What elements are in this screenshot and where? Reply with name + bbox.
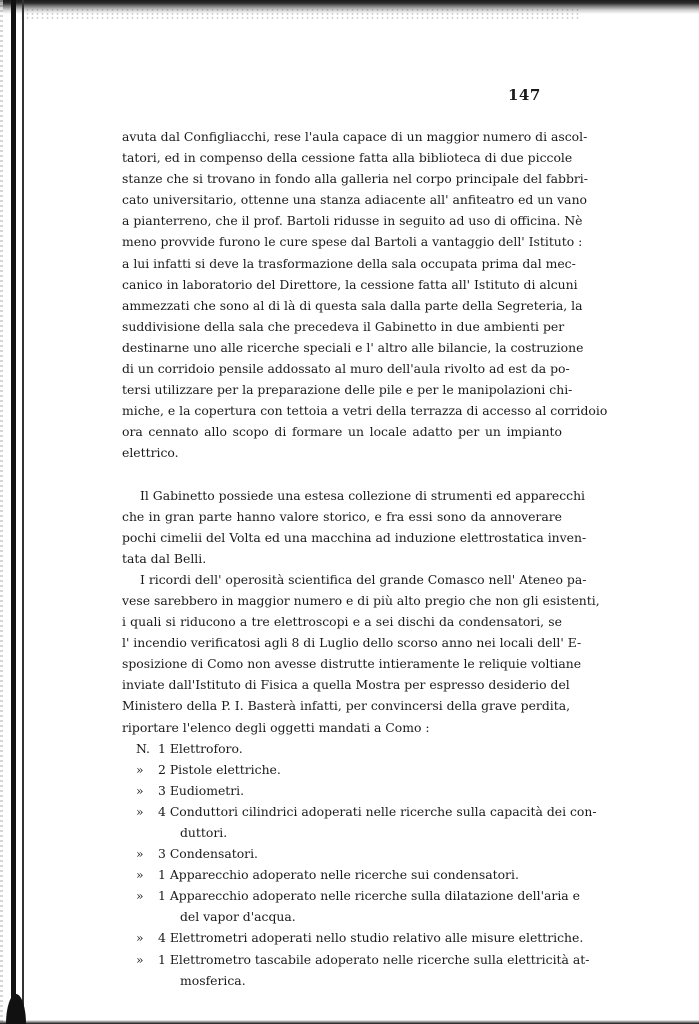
text-line: elettrico.: [122, 445, 179, 461]
list-item: [122, 738, 562, 759]
body-text: [122, 126, 608, 991]
text-line: riportare l'elenco degli oggetti mandati a Como :: [122, 719, 430, 735]
text-line: che in gran parte hanno valore storico, e fra essi sono da annoverare: [122, 508, 562, 524]
list-item-text: 4 Conduttori cilindrici adoperati nelle ricerche sulla capacità dei con-: [158, 803, 597, 819]
text-line: tata dal Belli.: [122, 550, 207, 566]
page-edge: [0, 0, 3, 1024]
binding-line: [11, 0, 16, 1024]
binding-line-thin: [22, 0, 24, 1010]
text-line: tatori, ed in compenso della cessione fatta alla biblioteca di due piccole: [122, 150, 573, 166]
list-marker: »: [136, 930, 144, 946]
list-item-continuation: duttori.: [180, 825, 228, 840]
paragraph: [122, 485, 587, 569]
list-item: [122, 864, 562, 885]
list-item: [122, 801, 597, 822]
text-line: canico in laboratorio del Direttore, la cessione fatta all' Istituto di alcuni: [122, 276, 578, 292]
text-line: destinarne uno alle ricerche speciali e l' altro alle bilancie, la costruzione: [122, 339, 584, 355]
object-list: [122, 738, 597, 991]
text-line: Ministero della P. I. Basterà infatti, per convincersi della grave perdita,: [122, 698, 571, 714]
list-item-text: 1 Apparecchio adoperato nelle ricerche sui condensatori.: [158, 867, 519, 883]
text-line: avuta dal Configliacchi, rese l'aula capace di un maggior numero di ascol-: [122, 129, 588, 144]
text-line: suddivisione della sala che precedeva il Gabinetto in due ambienti per: [122, 318, 565, 334]
list-item-continuation: del vapor d'acqua.: [180, 909, 296, 925]
text-line: Il Gabinetto possiede una estesa collezione di strumenti ed apparecchi: [140, 487, 586, 503]
text-line: I ricordi dell' operosità scientifica del grande Comasco nell' Ateneo pa-: [140, 571, 587, 587]
list-item: [122, 885, 580, 906]
text-line: inviate dall'Istituto di Fisica a quella Mostra per espresso desiderio del: [122, 677, 570, 693]
list-item-text: 1 Elettrometro tascabile adoperato nelle ricerche sulla elettricità at-: [158, 951, 590, 967]
text-line: pochi cimelii del Volta ed una macchina ad induzione elettrostatica inven-: [122, 529, 587, 545]
list-marker: »: [136, 888, 144, 904]
paragraph: [122, 126, 608, 464]
list-marker: »: [136, 761, 144, 777]
text-line: tersi utilizzare per la preparazione delle pile e per le manipolazioni chi-: [122, 382, 573, 398]
text-line: ammezzati che sono al di là di questa sala dalla parte della Segreteria, la: [122, 297, 583, 313]
list-item: [122, 759, 562, 780]
list-item-text: 3 Condensatori.: [158, 846, 258, 862]
list-marker: »: [136, 782, 144, 798]
paragraph: [122, 569, 600, 738]
list-item-text: 1 Apparecchio adoperato nelle ricerche sulla dilatazione dell'aria e: [158, 888, 580, 904]
text-line: vese sarebbero in maggior numero e di più alto pregio che non gli esistenti,: [122, 592, 600, 608]
text-line: stanze che si trovano in fondo alla galleria nel corpo principale del fabbri-: [122, 171, 588, 187]
list-item-text: 1 Elettroforo.: [158, 740, 243, 756]
list-item-text: 2 Pistole elettriche.: [158, 761, 281, 777]
list-item-text: 3 Eudiometri.: [158, 782, 245, 798]
list-item-text: 4 Elettrometri adoperati nello studio relativo alle misure elettriche.: [158, 930, 584, 946]
list-marker: N.: [136, 740, 150, 756]
list-item: [122, 949, 590, 970]
scan-noise: [20, 8, 580, 20]
list-item: [122, 843, 562, 864]
list-item-continuation: mosferica.: [180, 972, 246, 988]
paragraphs: [122, 126, 608, 738]
text-line: cato universitario, ottenne una stanza adiacente all' anfiteatro ed un vano: [122, 192, 588, 208]
scan-bottom-edge: [0, 1020, 699, 1024]
list-marker: »: [136, 803, 144, 819]
text-line: a lui infatti si deve la trasformazione della sala occupata prima dal mec-: [122, 255, 576, 271]
list-item: [122, 780, 562, 801]
list-marker: »: [136, 846, 144, 862]
page-number: 147: [508, 86, 541, 104]
text-line: a pianterreno, che il prof. Bartoli ridusse in seguito ad uso di officina. Nè: [122, 213, 583, 229]
text-line: ora cennato allo scopo di formare un locale adatto per un impianto: [122, 424, 562, 440]
text-line: sposizione di Como non avesse distrutte intieramente le reliquie voltiane: [122, 656, 582, 672]
text-line: meno provvide furono le cure spese dal Bartoli a vantaggio dell' Istituto :: [122, 234, 583, 250]
text-line: i quali si riducono a tre elettroscopi e a sei dischi da condensatori, se: [122, 614, 562, 630]
paragraph-gap: [122, 464, 562, 485]
text-line: l' incendio verificatosi agli 8 di Luglio dello scorso anno nei locali dell' E-: [122, 635, 582, 651]
text-line: di un corridoio pensile addossato al muro dell'aula rivolto ad est da po-: [122, 361, 570, 377]
list-marker: »: [136, 951, 144, 967]
list-item: [122, 927, 584, 948]
text-line: miche, e la copertura con tettoia a vetri della terrazza di accesso al corridoio: [122, 403, 608, 419]
list-marker: »: [136, 867, 144, 883]
